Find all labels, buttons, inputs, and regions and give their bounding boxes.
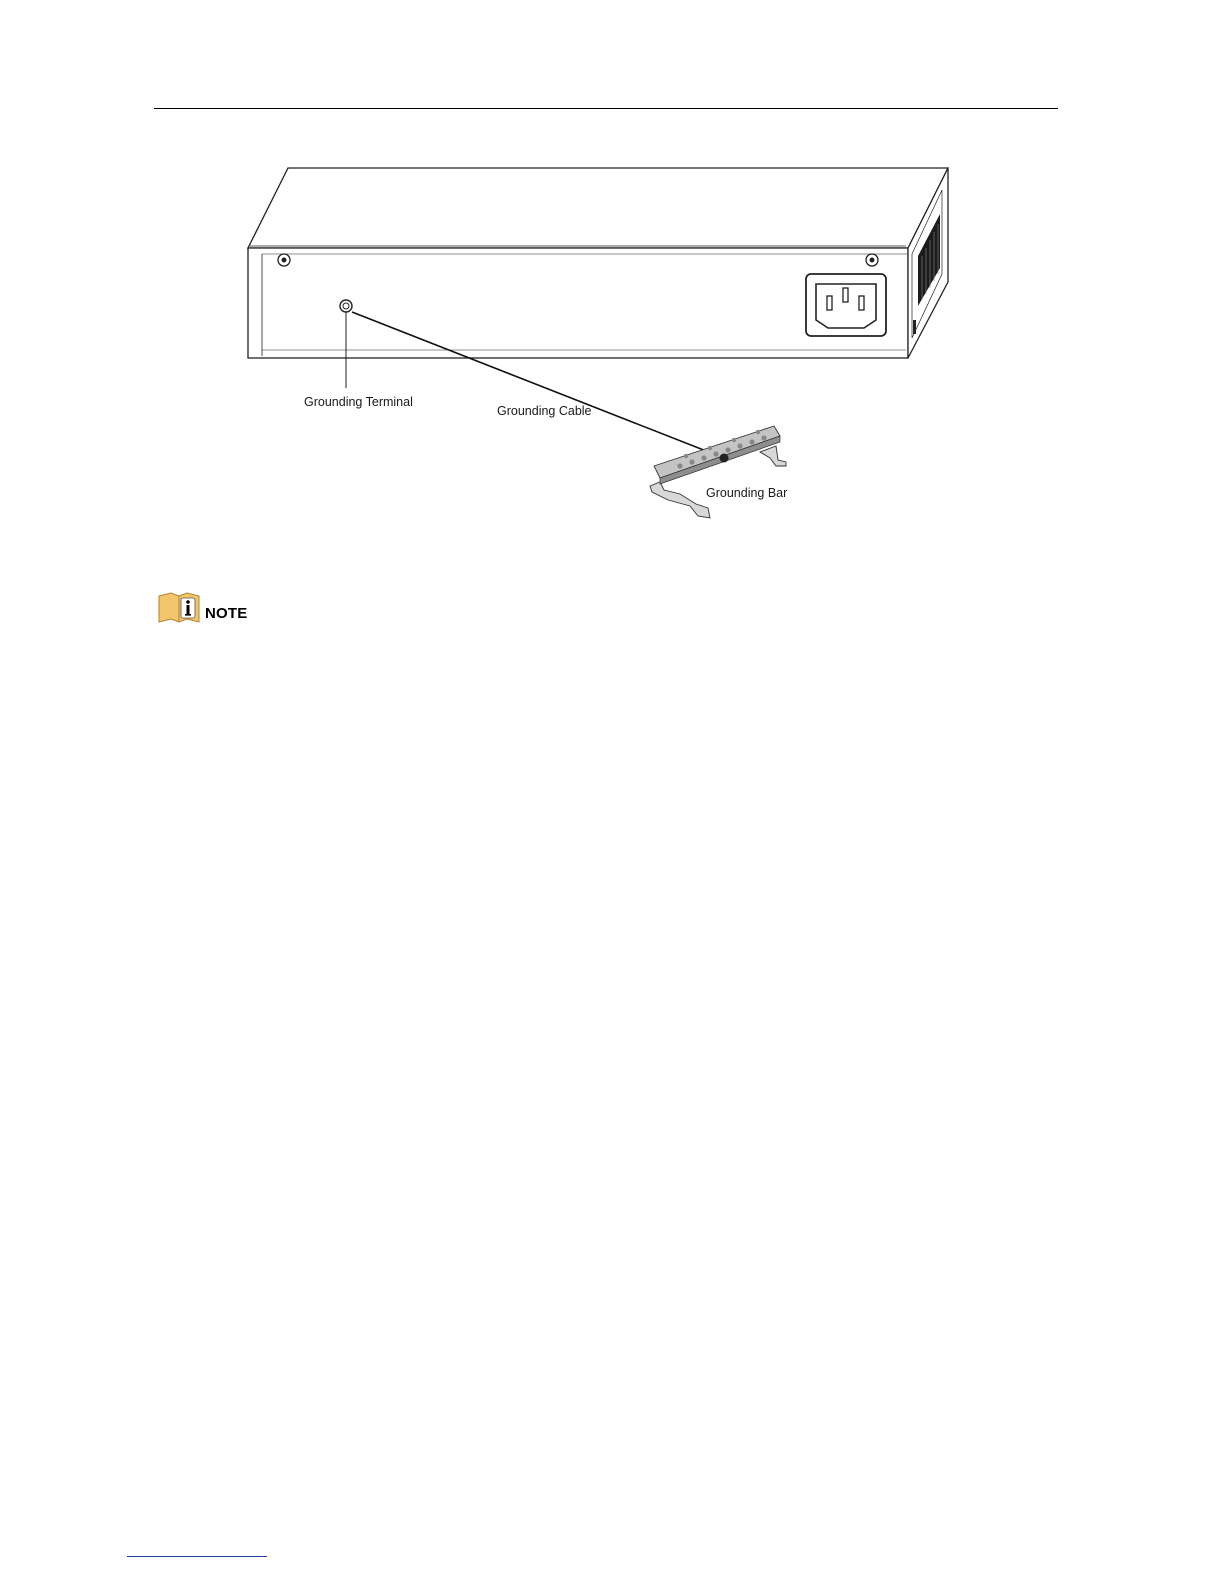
- note-label: NOTE: [205, 605, 248, 622]
- label-grounding-terminal: Grounding Terminal: [304, 395, 413, 409]
- info-book-icon: [157, 592, 201, 624]
- grounding-terminal: [340, 300, 352, 312]
- screw-right: [866, 254, 878, 266]
- label-grounding-cable: Grounding Cable: [497, 404, 592, 418]
- device-top-panel: [248, 168, 948, 248]
- screw-left: [278, 254, 290, 266]
- grounding-diagram: [240, 160, 960, 540]
- note-callout: [157, 590, 247, 624]
- header-rule: [154, 108, 1058, 109]
- grounding-bar: [650, 426, 786, 518]
- footnote-rule: [127, 1556, 267, 1557]
- power-socket: [806, 274, 886, 336]
- label-grounding-bar: Grounding Bar: [706, 486, 788, 500]
